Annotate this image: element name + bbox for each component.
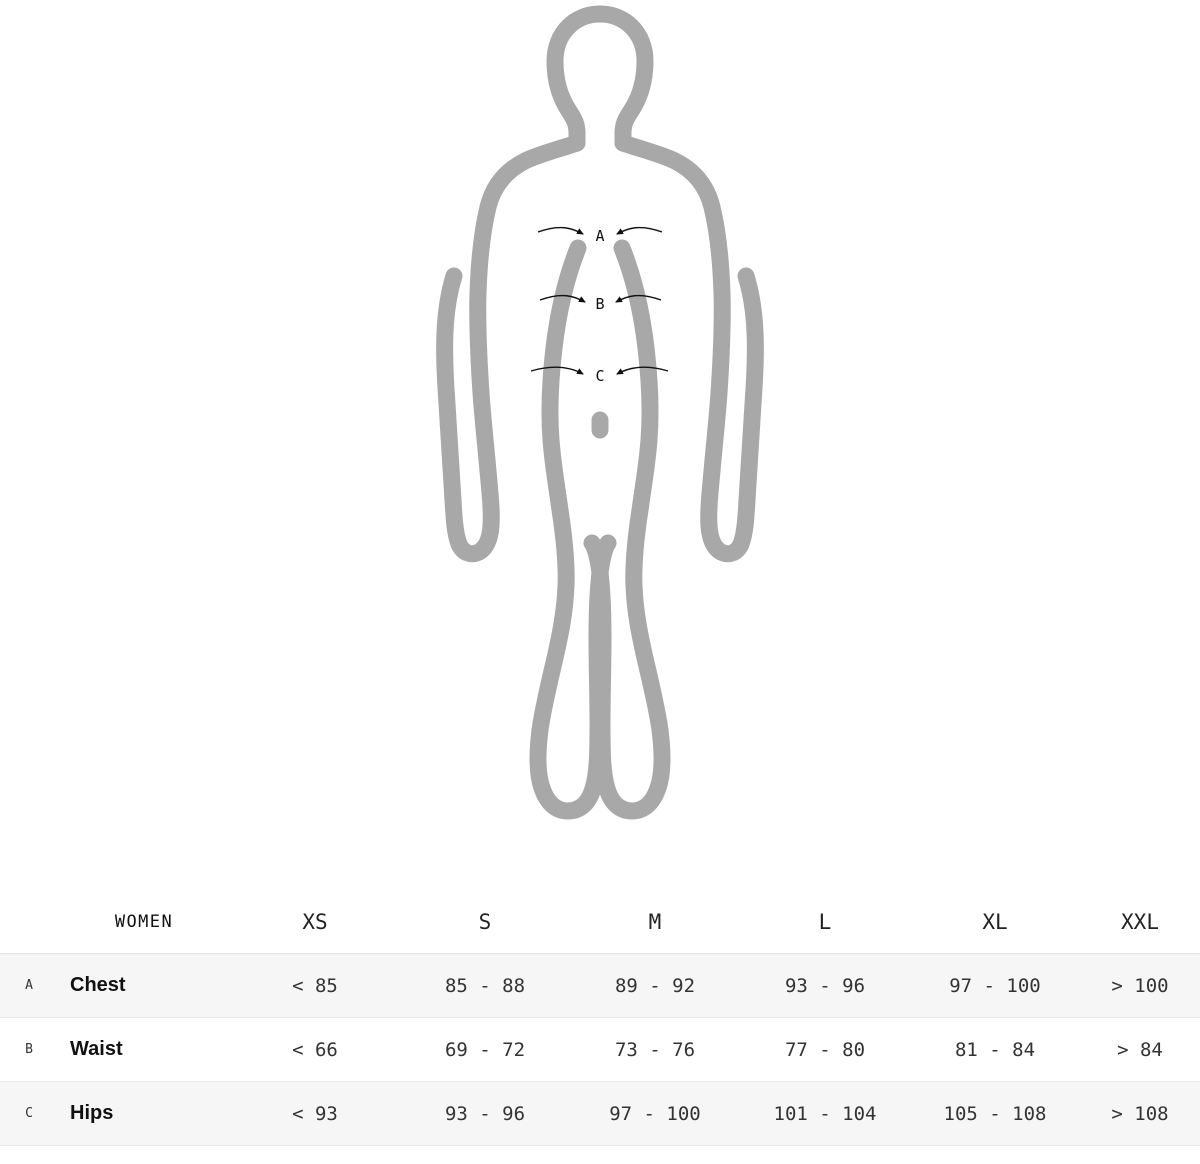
column-header-s: S xyxy=(400,890,570,954)
cell-hips-xxl: > 108 xyxy=(1111,1102,1169,1125)
cell-waist-xl: 81 - 84 xyxy=(954,1038,1036,1061)
cell-chest-xl: 97 - 100 xyxy=(949,974,1041,997)
table-header-row xyxy=(0,890,1200,954)
cell-waist-xs: < 66 xyxy=(292,1038,338,1061)
cell-chest-xxl: > 100 xyxy=(1111,974,1169,997)
row-key-a: A xyxy=(25,978,33,993)
cell-chest-xs: < 85 xyxy=(292,974,338,997)
column-header-xxl: XXL xyxy=(1080,890,1200,954)
cell-chest-l: 93 - 96 xyxy=(784,974,866,997)
column-header-m: M xyxy=(570,890,740,954)
cell-hips-xl: 105 - 108 xyxy=(943,1102,1047,1125)
cell-hips-l: 101 - 104 xyxy=(773,1102,877,1125)
cell-waist-xxl: > 84 xyxy=(1117,1038,1163,1061)
measure-label-c: C xyxy=(595,367,605,385)
table-row xyxy=(0,1082,1200,1146)
body-outline-icon xyxy=(445,14,756,811)
measure-label-b: B xyxy=(595,295,605,313)
table-title: WOMEN xyxy=(58,890,230,954)
cell-hips-s: 93 - 96 xyxy=(444,1102,526,1125)
row-key-b: B xyxy=(25,1042,33,1057)
size-chart-table xyxy=(0,890,1200,1146)
cell-chest-m: 89 - 92 xyxy=(614,974,696,997)
row-label-hips: Hips xyxy=(70,1102,114,1124)
row-key-c: C xyxy=(25,1106,33,1121)
cell-waist-l: 77 - 80 xyxy=(784,1038,866,1061)
row-label-waist: Waist xyxy=(70,1038,123,1060)
header-key-spacer xyxy=(0,890,58,954)
table-row xyxy=(0,1018,1200,1082)
cell-waist-s: 69 - 72 xyxy=(444,1038,526,1061)
table-row xyxy=(0,954,1200,1018)
measure-line-a xyxy=(538,227,662,245)
column-header-xs: XS xyxy=(230,890,400,954)
cell-hips-m: 97 - 100 xyxy=(609,1102,701,1125)
measure-label-a: A xyxy=(595,227,605,245)
cell-hips-xs: < 93 xyxy=(292,1102,338,1125)
column-header-xl: XL xyxy=(910,890,1080,954)
column-header-l: L xyxy=(740,890,910,954)
cell-waist-m: 73 - 76 xyxy=(614,1038,696,1061)
row-label-chest: Chest xyxy=(70,974,126,996)
cell-chest-s: 85 - 88 xyxy=(444,974,526,997)
